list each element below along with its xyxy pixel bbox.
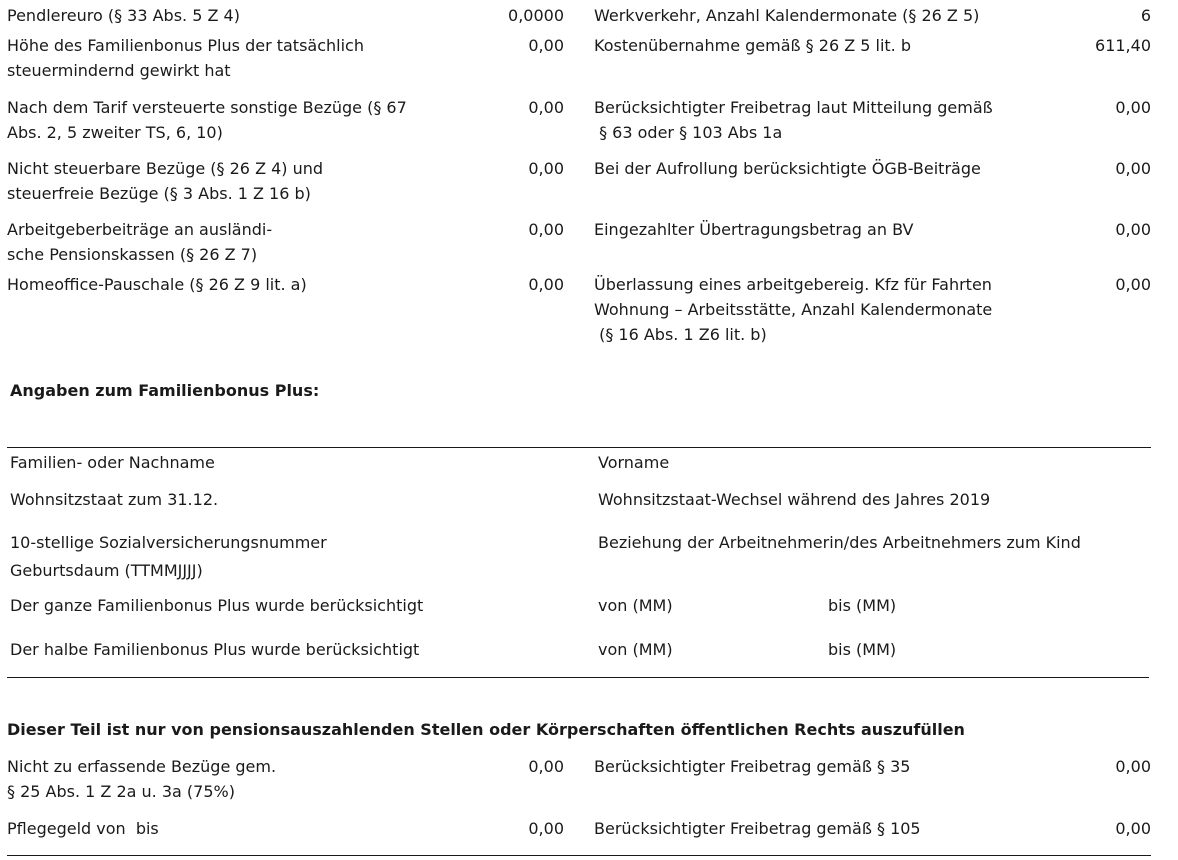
freibetrag-mitteilung-value: 0,00	[1115, 98, 1151, 117]
pendlereuro-value: 0,0000	[508, 6, 564, 25]
freibetrag-35-value: 0,00	[1115, 757, 1151, 776]
oegb-beitraege-label: Bei der Aufrollung berücksichtigte ÖGB-Beiträge	[594, 159, 981, 178]
nicht-erfassende-bezuege-value: 0,00	[528, 757, 564, 776]
uebertragungsbetrag-label: Eingezahlter Übertragungsbetrag an BV	[594, 220, 914, 239]
full-bonus-to-label: bis (MM)	[828, 596, 897, 615]
uebertragungsbetrag-value: 0,00	[1115, 220, 1151, 239]
familienbonus-wirkung-value: 0,00	[528, 36, 564, 55]
familienbonus-top-rule	[7, 447, 1151, 448]
firstname-label: Vorname	[598, 453, 670, 472]
oegb-beitraege-value: 0,00	[1115, 159, 1151, 178]
nicht-steuerbare-bezuege-value: 0,00	[528, 159, 564, 178]
freibetrag-105-value: 0,00	[1115, 819, 1151, 838]
freibetrag-35-label: Berücksichtigter Freibetrag gemäß § 35	[594, 757, 911, 776]
birthdate-label: Geburtsdaum (TTMMJJJJ)	[10, 561, 203, 580]
pension-bottom-rule	[7, 855, 1151, 856]
kfz-ueberlassung-value: 0,00	[1115, 275, 1151, 294]
sonstige-bezuege-value: 0,00	[528, 98, 564, 117]
pflegegeld-label: Pflegegeld von bis	[7, 819, 159, 838]
sonstige-bezuege-label: Nach dem Tarif versteuerte sonstige Bezüge (§ 67 Abs. 2, 5 zweiter TS, 6, 10)	[7, 98, 407, 142]
pflegegeld-value: 0,00	[528, 819, 564, 838]
freibetrag-mitteilung-label: Berücksichtigter Freibetrag laut Mitteilung gemäß § 63 oder § 103 Abs 1a	[594, 98, 993, 142]
homeoffice-label: Homeoffice-Pauschale (§ 26 Z 9 lit. a)	[7, 275, 307, 294]
pensionskassen-label: Arbeitgeberbeiträge an ausländi- sche Pensionskassen (§ 26 Z 7)	[7, 220, 273, 264]
homeoffice-value: 0,00	[528, 275, 564, 294]
kostenuebernahme-value: 611,40	[1095, 36, 1151, 55]
pension-heading: Dieser Teil ist nur von pensionsauszahlenden Stellen oder Körperschaften öffentlichen Rechts auszufüllen	[7, 720, 965, 739]
freibetrag-105-label: Berücksichtigter Freibetrag gemäß § 105	[594, 819, 921, 838]
pendlereuro-label: Pendlereuro (§ 33 Abs. 5 Z 4)	[7, 6, 240, 25]
full-bonus-from-label: von (MM)	[598, 596, 673, 615]
familienbonus-wirkung-label: Höhe des Familienbonus Plus der tatsächlich steuermindernd gewirkt hat	[7, 36, 364, 80]
svnr-label: 10-stellige Sozialversicherungsnummer Geburtsdaum (TTMMJJJJ)	[10, 530, 327, 583]
residence-change-label: Wohnsitzstaat-Wechsel während des Jahres 2019	[598, 490, 991, 509]
full-bonus-label: Der ganze Familienbonus Plus wurde berücksichtigt	[10, 596, 424, 615]
werkverkehr-value: 6	[1140, 6, 1151, 25]
relation-label: Beziehung der Arbeitnehmerin/des Arbeitnehmers zum Kind	[598, 533, 1081, 552]
familienbonus-bottom-rule	[7, 677, 1149, 678]
werkverkehr-label: Werkverkehr, Anzahl Kalendermonate (§ 26 Z 5)	[594, 6, 980, 25]
nicht-erfassende-bezuege-label: Nicht zu erfassende Bezüge gem. § 25 Abs. 1 Z 2a u. 3a (75%)	[7, 757, 277, 801]
half-bonus-to-label: bis (MM)	[828, 640, 897, 659]
surname-label: Familien- oder Nachname	[10, 453, 215, 472]
familienbonus-heading: Angaben zum Familienbonus Plus:	[10, 381, 320, 400]
kfz-ueberlassung-label: Überlassung eines arbeitgebereig. Kfz für Fahrten Wohnung – Arbeitsstätte, Anzahl Kalendermonate (§ 16 Abs. 1 Z6 lit. b)	[594, 275, 993, 344]
half-bonus-from-label: von (MM)	[598, 640, 673, 659]
residence-label: Wohnsitzstaat zum 31.12.	[10, 490, 219, 509]
half-bonus-label: Der halbe Familienbonus Plus wurde berücksichtigt	[10, 640, 420, 659]
kostenuebernahme-label: Kostenübernahme gemäß § 26 Z 5 lit. b	[594, 36, 912, 55]
pensionskassen-value: 0,00	[528, 220, 564, 239]
nicht-steuerbare-bezuege-label: Nicht steuerbare Bezüge (§ 26 Z 4) und steuerfreie Bezüge (§ 3 Abs. 1 Z 16 b)	[7, 159, 324, 203]
